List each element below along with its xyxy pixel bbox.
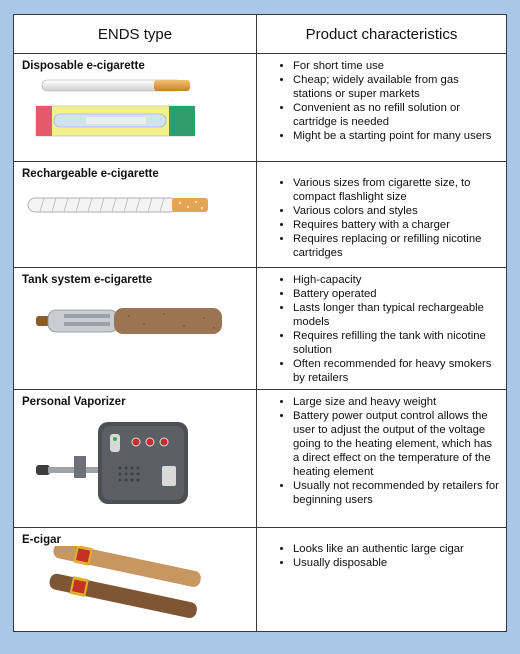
characteristics-cell: [257, 54, 507, 162]
table-header-row: [14, 15, 507, 54]
type-name: Personal Vaporizer: [22, 396, 126, 408]
list-item: • Battery operated: [293, 287, 500, 301]
disposable-ecig-illustration: [14, 72, 256, 148]
list-item: • Looks like an authentic large cigar: [293, 542, 500, 556]
list-item: • Convenient as no refill solution or cartridge is needed: [293, 101, 500, 129]
list-item: • Cheap; widely available from gas stations or super markets: [293, 73, 500, 101]
characteristics-cell: [257, 268, 507, 390]
characteristics-cell: [257, 528, 507, 632]
list-item: • Usually disposable: [293, 556, 500, 570]
list-item: • Often recommended for heavy smokers by retailers: [293, 357, 500, 385]
characteristics-cell: [257, 390, 507, 528]
ends-table: [13, 14, 507, 632]
list-item: • Usually not recommended by retailers for beginning users: [293, 479, 500, 507]
list-item: • High-capacity: [293, 273, 500, 287]
list-item: • Requires replacing or refilling nicotine cartridges: [293, 232, 500, 260]
list-item: • Requires battery with a charger: [293, 218, 500, 232]
list-item: • For short time use: [293, 59, 500, 73]
table-row: [14, 54, 507, 162]
type-cell: [14, 162, 257, 268]
rechargeable-ecig-illustration: [14, 180, 256, 256]
list-item: • Various colors and styles: [293, 204, 500, 218]
table-row: [14, 390, 507, 528]
type-cell: [14, 528, 257, 632]
list-item: • Large size and heavy weight: [293, 395, 500, 409]
type-cell: [14, 54, 257, 162]
characteristics-cell: [257, 162, 507, 268]
e-cigar-illustration: [14, 546, 256, 622]
header-ends-type: ENDS type: [14, 15, 257, 54]
personal-vaporizer-illustration: [14, 408, 256, 484]
list-item: • Lasts longer than typical rechargeable models: [293, 301, 500, 329]
type-cell: [14, 268, 257, 390]
table-row: [14, 528, 507, 632]
list-item: • Requires refilling the tank with nicotine solution: [293, 329, 500, 357]
table-row: [14, 162, 507, 268]
list-item: • Various sizes from cigarette size, to compact flashlight size: [293, 176, 500, 204]
type-name: E-cigar: [22, 534, 61, 546]
tank-ecig-illustration: [14, 286, 256, 362]
type-cell: [14, 390, 257, 528]
list-item: • Battery power output control allows the user to adjust the output of the voltage going to the heating element, which has a direct effect on the temperature of the heating element: [293, 409, 500, 479]
header-product-characteristics: Product characteristics: [257, 15, 507, 54]
list-item: • Might be a starting point for many users: [293, 129, 500, 143]
type-name: Rechargeable e-cigarette: [22, 168, 159, 180]
type-name: Disposable e-cigarette: [22, 60, 145, 72]
table-row: [14, 268, 507, 390]
type-name: Tank system e-cigarette: [22, 274, 153, 286]
